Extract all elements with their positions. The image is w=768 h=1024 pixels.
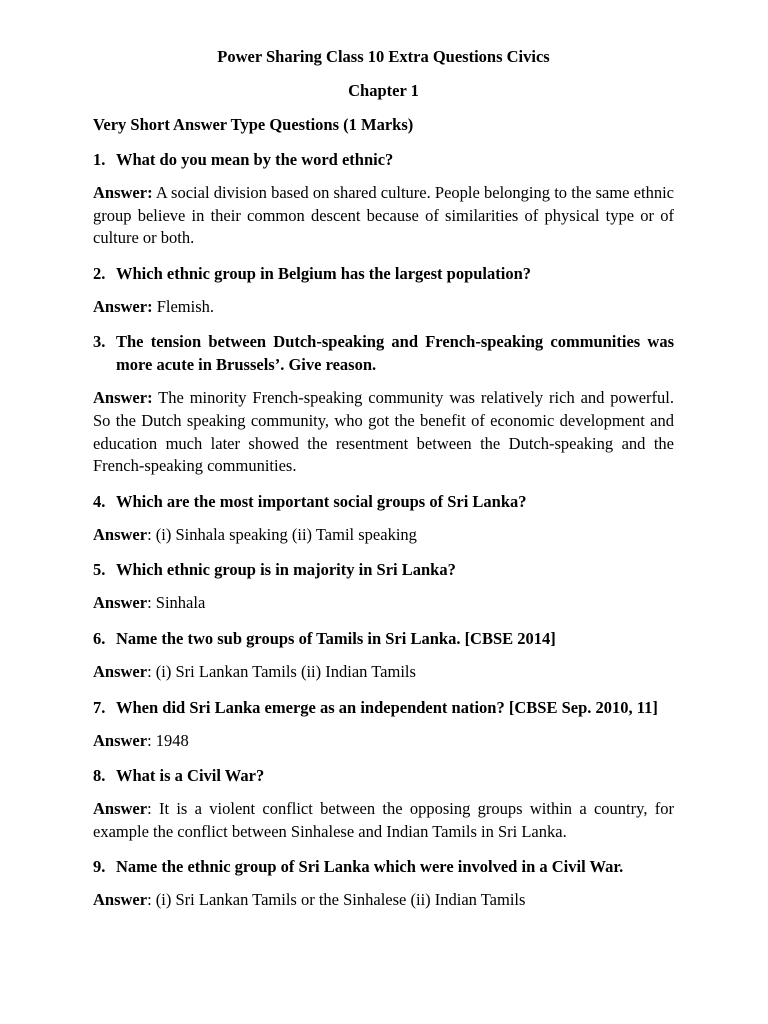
answer-separator: : xyxy=(147,593,156,613)
answer-9 xyxy=(93,889,674,912)
question-number: 8. xyxy=(93,766,106,786)
question-text: Name the two sub groups of Tamils in Sri Lanka. [CBSE 2014] xyxy=(116,628,556,648)
question-text: Which are the most important social groups of Sri Lanka? xyxy=(116,491,527,511)
question-number: 4. xyxy=(93,491,106,511)
answer-separator: : xyxy=(147,890,156,910)
question-number: 2. xyxy=(93,263,106,283)
answer-text: A social division based on shared culture. People belonging to the same ethnic group believe in their common descent because of similarities of physical type or of culture or both. xyxy=(93,183,674,248)
question-number: 7. xyxy=(93,697,106,717)
question-6 xyxy=(93,627,674,650)
section-heading: Very Short Answer Type Questions (1 Marks) xyxy=(93,115,414,134)
answer-5 xyxy=(93,592,674,615)
answer-label: Answer: xyxy=(93,183,153,202)
answer-label: Answer xyxy=(93,799,148,819)
question-9 xyxy=(93,855,674,878)
question-number: 9. xyxy=(93,857,106,877)
answer-label: Answer xyxy=(93,524,148,544)
answer-7 xyxy=(93,730,674,753)
question-text: Which ethnic group is in majority in Sri Lanka? xyxy=(116,560,456,580)
chapter-heading: Chapter 1 xyxy=(348,81,419,100)
question-text: The tension between Dutch-speaking and French-speaking communities was more acute in Brussels’. Give reason. xyxy=(116,332,674,375)
answer-text: It is a violent conflict between the opposing groups within a country, for example the conflict between Sinhalese and Indian Tamils in Sri Lanka. xyxy=(93,799,674,841)
answer-text: (i) Sinhala speaking (ii) Tamil speaking xyxy=(155,524,417,544)
question-text: Which ethnic group in Belgium has the largest population? xyxy=(116,263,532,283)
answer-text: (i) Sri Lankan Tamils (ii) Indian Tamils xyxy=(155,661,416,681)
answer-separator: : xyxy=(147,799,159,819)
answer-label: Answer xyxy=(93,593,148,613)
answer-text: The minority French-speaking community was relatively rich and powerful. So the Dutch speaking community, who got the benefit of economic development and education much later showed the resentment between the Dutch-speaking and the French-speaking communities. xyxy=(93,388,674,476)
question-5 xyxy=(93,558,674,581)
answer-4 xyxy=(93,524,674,547)
question-text: What is a Civil War? xyxy=(116,766,265,786)
answer-separator: : xyxy=(147,524,156,544)
question-4 xyxy=(93,490,674,513)
document-page xyxy=(93,46,674,924)
question-7 xyxy=(93,696,674,719)
answer-text: (i) Sri Lankan Tamils or the Sinhalese (ii) Indian Tamils xyxy=(155,890,526,910)
answer-label: Answer: xyxy=(93,296,153,316)
answer-label: Answer xyxy=(93,730,148,750)
question-number: 6. xyxy=(93,628,106,648)
answer-separator: : xyxy=(147,661,156,681)
question-3 xyxy=(93,330,674,376)
qa-list xyxy=(93,148,674,912)
answer-2 xyxy=(93,296,674,319)
question-text: What do you mean by the word ethnic? xyxy=(116,150,394,169)
answer-label: Answer xyxy=(93,661,148,681)
question-text: Name the ethnic group of Sri Lanka which were involved in a Civil War. xyxy=(116,857,624,877)
answer-text: Flemish. xyxy=(156,296,215,316)
answer-label: Answer xyxy=(93,890,148,910)
question-number: 3. xyxy=(93,332,106,352)
answer-1 xyxy=(93,182,674,250)
question-1 xyxy=(93,148,674,171)
page-title: Power Sharing Class 10 Extra Questions Civics xyxy=(217,47,550,66)
answer-text: Sinhala xyxy=(155,593,206,613)
question-text: When did Sri Lanka emerge as an independent nation? [CBSE Sep. 2010, 11] xyxy=(116,697,658,717)
answer-separator: : xyxy=(147,730,156,750)
answer-6 xyxy=(93,661,674,684)
answer-text: 1948 xyxy=(155,730,189,750)
question-number: 1. xyxy=(93,150,106,169)
answer-8 xyxy=(93,798,674,843)
question-2 xyxy=(93,262,674,285)
answer-3 xyxy=(93,387,674,477)
answer-label: Answer: xyxy=(93,388,153,408)
question-8 xyxy=(93,764,674,787)
question-number: 5. xyxy=(93,560,106,580)
